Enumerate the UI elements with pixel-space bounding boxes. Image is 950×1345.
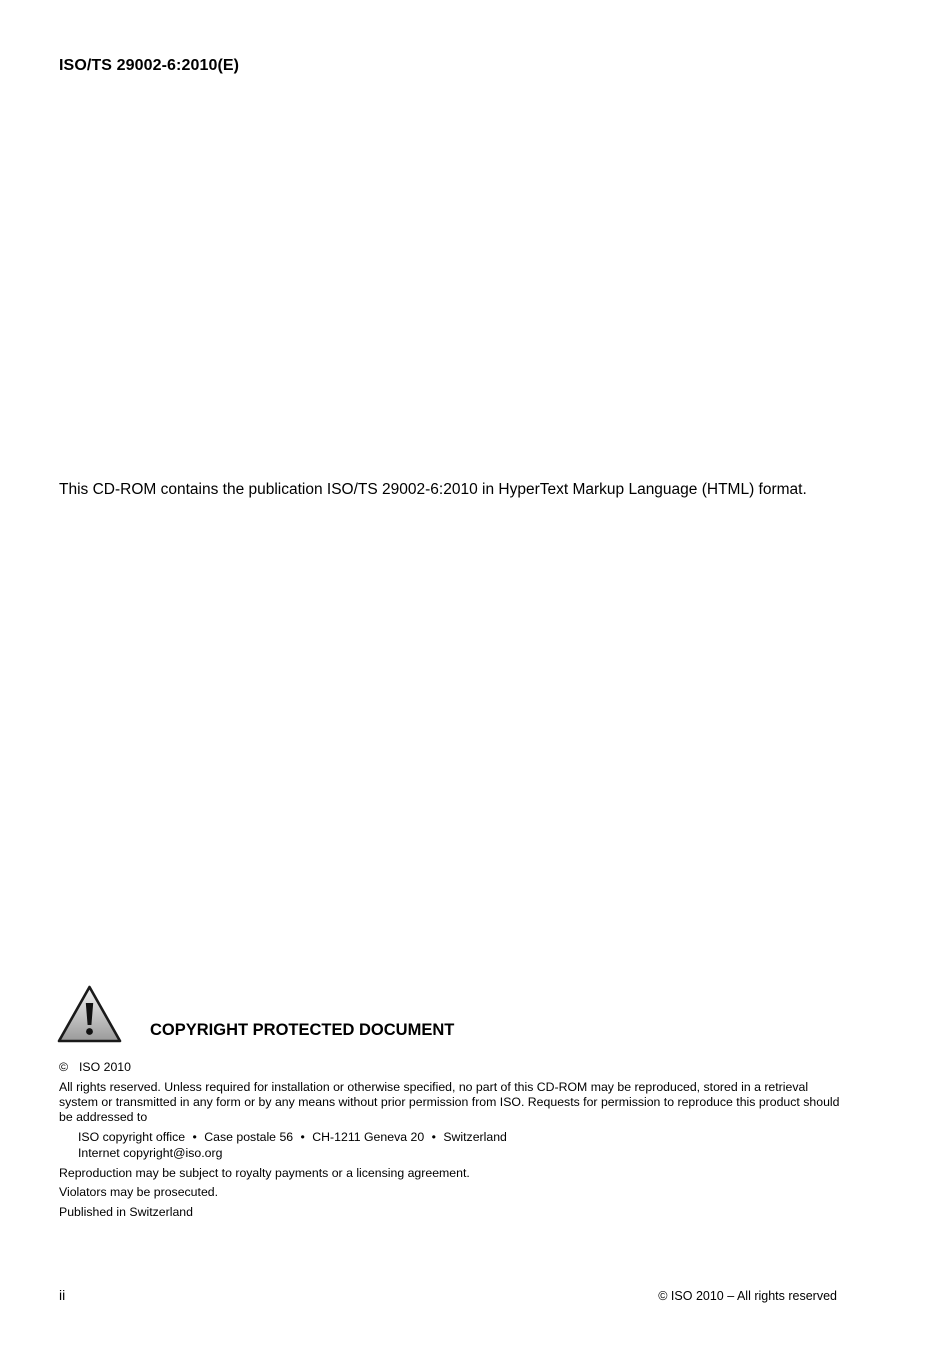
published-notice: Published in Switzerland xyxy=(59,1205,193,1219)
copyright-symbol: © xyxy=(59,1060,69,1074)
bullet-separator: • xyxy=(431,1130,436,1144)
warning-icon xyxy=(57,985,122,1043)
postal-box: Case postale 56 xyxy=(204,1130,294,1144)
royalty-notice: Reproduction may be subject to royalty payments or a licensing agreement. xyxy=(59,1166,470,1180)
country: Switzerland xyxy=(443,1130,507,1144)
internet-contact: Internet copyright@iso.org xyxy=(78,1145,223,1160)
bullet-separator: • xyxy=(192,1130,197,1144)
bullet-separator: • xyxy=(300,1130,305,1144)
page-number: ii xyxy=(59,1287,66,1303)
copyright-title: COPYRIGHT PROTECTED DOCUMENT xyxy=(150,1021,455,1039)
iso-year-line xyxy=(59,1060,131,1075)
footer-copyright: © ISO 2010 – All rights reserved xyxy=(658,1289,837,1303)
city: CH-1211 Geneva 20 xyxy=(312,1130,425,1144)
address-line xyxy=(78,1130,507,1146)
iso-year: ISO 2010 xyxy=(79,1060,131,1074)
document-reference: ISO/TS 29002-6:2010(E) xyxy=(59,57,240,74)
rights-paragraph: All rights reserved. Unless required for installation or otherwise specified, no part of this CD-ROM may be reproduced, stored in a retrieval system or transmitted in any form or by any means without prior permission from ISO. Requests for permission to reproduce this product should be addressed to xyxy=(59,1080,840,1124)
address-block xyxy=(78,1130,507,1161)
copyright-office: ISO copyright office xyxy=(78,1130,186,1144)
cd-rom-statement: This CD-ROM contains the publication ISO/TS 29002-6:2010 in HyperText Markup Language (HTML) format. xyxy=(59,481,807,498)
violators-notice: Violators may be prosecuted. xyxy=(59,1185,219,1199)
